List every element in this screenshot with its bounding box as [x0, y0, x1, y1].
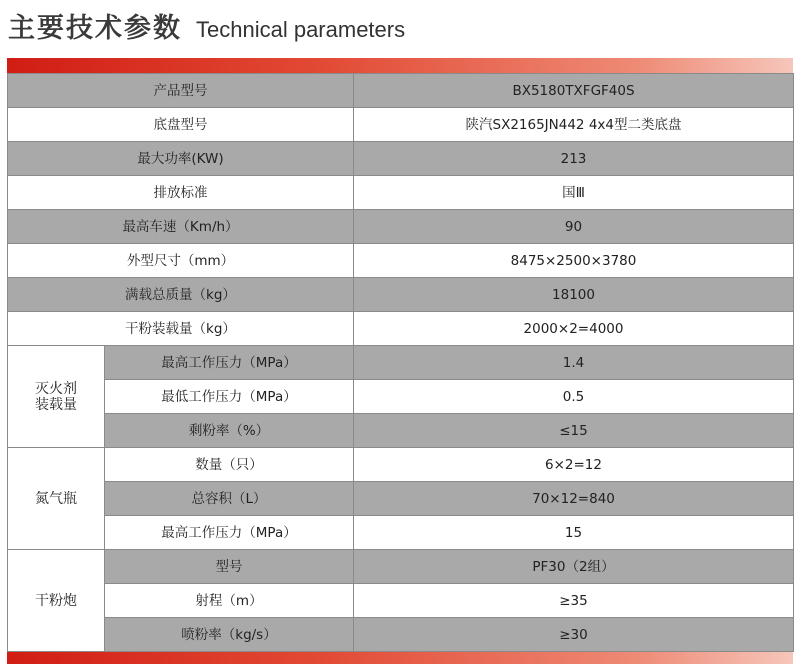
table-row — [8, 482, 794, 516]
table-row — [8, 346, 794, 380]
table-row — [8, 108, 794, 142]
param-label: 干粉装载量（kg） — [8, 312, 354, 346]
table-row — [8, 516, 794, 550]
param-label: 最低工作压力（MPa） — [105, 380, 354, 414]
parameters-table — [7, 73, 794, 652]
param-value: 15 — [354, 516, 794, 550]
table-row — [8, 448, 794, 482]
param-label: 满载总质量（kg） — [8, 278, 354, 312]
param-value: 2000×2=4000 — [354, 312, 794, 346]
table-row — [8, 278, 794, 312]
param-label: 底盘型号 — [8, 108, 354, 142]
table-row — [8, 550, 794, 584]
page-header — [8, 6, 405, 44]
param-value: 陕汽SX2165JN442 4x4型二类底盘 — [354, 108, 794, 142]
table-row — [8, 74, 794, 108]
table-row — [8, 176, 794, 210]
top-accent-bar — [7, 58, 793, 73]
param-value: 70×12=840 — [354, 482, 794, 516]
param-label: 产品型号 — [8, 74, 354, 108]
param-value: PF30（2组） — [354, 550, 794, 584]
page-subtitle: Technical parameters — [196, 17, 406, 42]
param-label: 剩粉率（%） — [105, 414, 354, 448]
param-label: 喷粉率（kg/s） — [105, 618, 354, 652]
table-row — [8, 380, 794, 414]
param-value: ≤15 — [354, 414, 794, 448]
page-title: 主要技术参数 — [8, 13, 182, 44]
param-label: 最大功率(KW) — [8, 142, 354, 176]
group-label-line: 干粉炮 — [35, 592, 77, 609]
group-label-line: 氮气瓶 — [35, 490, 77, 507]
param-value: 国Ⅲ — [354, 176, 794, 210]
param-value: BX5180TXFGF40S — [354, 74, 794, 108]
table-row — [8, 312, 794, 346]
param-label: 型号 — [105, 550, 354, 584]
param-value: 90 — [354, 210, 794, 244]
param-value: ≥30 — [354, 618, 794, 652]
table-row — [8, 414, 794, 448]
group-label-powder-cannon — [8, 550, 105, 652]
group-label-extinguishing-agent — [8, 346, 105, 448]
group-label-line: 装载量 — [35, 396, 77, 413]
table-row — [8, 584, 794, 618]
param-label: 外型尺寸（mm） — [8, 244, 354, 278]
bottom-accent-bar — [7, 652, 793, 664]
param-value: 8475×2500×3780 — [354, 244, 794, 278]
param-label: 排放标准 — [8, 176, 354, 210]
group-label-line: 灭火剂 — [35, 380, 77, 397]
param-label: 最高车速（Km/h） — [8, 210, 354, 244]
table-row — [8, 244, 794, 278]
param-value: 6×2=12 — [354, 448, 794, 482]
param-value: 18100 — [354, 278, 794, 312]
param-label: 最高工作压力（MPa） — [105, 516, 354, 550]
param-label: 总容积（L） — [105, 482, 354, 516]
table-row — [8, 618, 794, 652]
param-value: 213 — [354, 142, 794, 176]
table-row — [8, 142, 794, 176]
param-value: 1.4 — [354, 346, 794, 380]
param-value: ≥35 — [354, 584, 794, 618]
group-label-nitrogen-cylinder — [8, 448, 105, 550]
param-label: 射程（m） — [105, 584, 354, 618]
param-label: 数量（只） — [105, 448, 354, 482]
param-label: 最高工作压力（MPa） — [105, 346, 354, 380]
table-row — [8, 210, 794, 244]
param-value: 0.5 — [354, 380, 794, 414]
